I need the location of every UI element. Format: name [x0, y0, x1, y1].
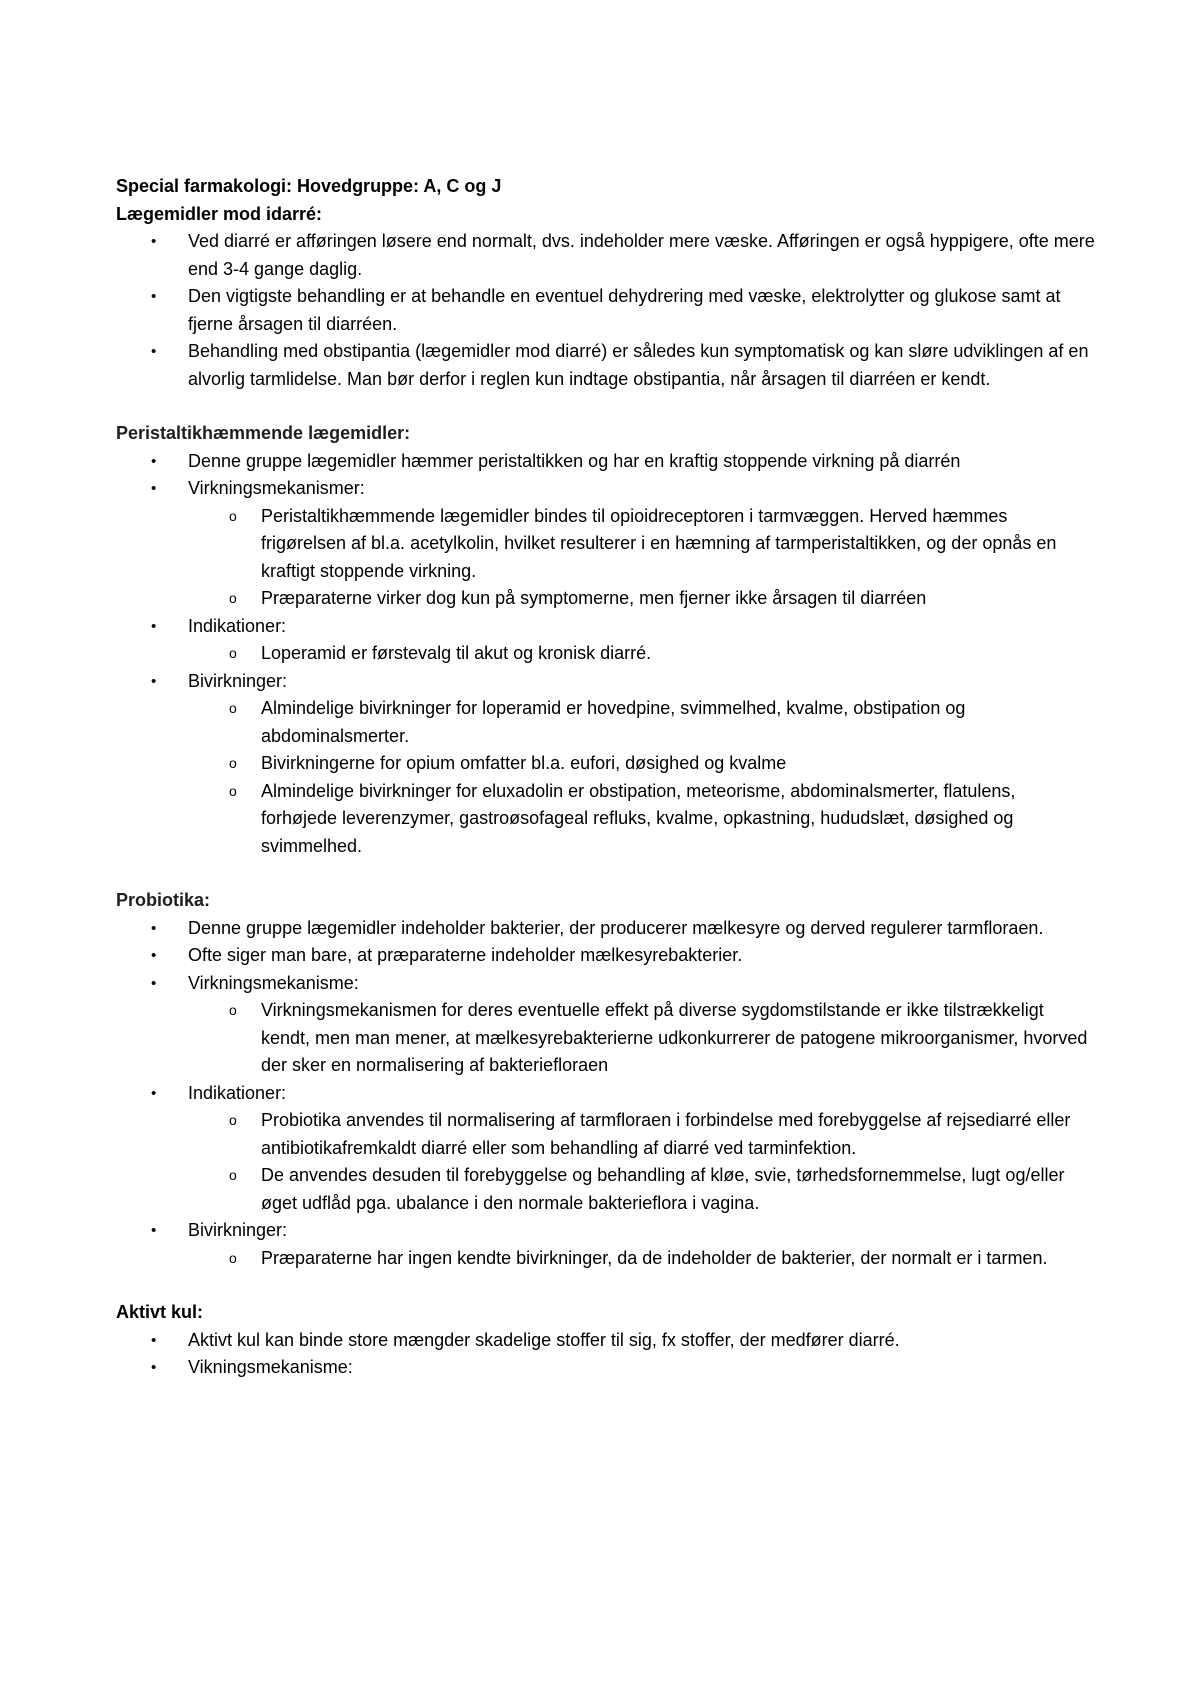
list-item-text: Virkningsmekanismer: [188, 478, 365, 498]
sub-list-item-text: Bivirkningerne for opium omfatter bl.a. eufori, døsighed og kvalme [261, 753, 787, 773]
sub-list-item [229, 778, 1096, 861]
list-item [151, 613, 1096, 668]
circle-bullet-icon: o [229, 1167, 237, 1183]
list-item-text: Aktivt kul kan binde store mængder skadelige stoffer til sig, fx stoffer, der medfører diarré. [188, 1329, 900, 1350]
document-page [116, 173, 1096, 1382]
sub-list-item [229, 503, 1096, 586]
diarre-list [116, 228, 1096, 393]
bullet-icon: • [151, 343, 157, 360]
circle-bullet-icon: o [229, 755, 237, 771]
list-item-text: Ved diarré er afføringen løsere end normalt, dvs. indeholder mere væske. Afføringen er også hyppigere, ofte mere end 3-4 gange daglig. [188, 231, 1095, 279]
bullet-icon: • [151, 1084, 157, 1102]
bullet-icon: • [151, 919, 157, 937]
bullet-icon: • [151, 480, 157, 497]
section-spacer [116, 1272, 1096, 1299]
list-item [151, 970, 1096, 1080]
circle-bullet-icon: o [229, 700, 237, 716]
list-item [151, 338, 1096, 393]
sub-list [188, 997, 1096, 1080]
list-item [151, 283, 1096, 338]
sub-list-item-text: Loperamid er førstevalg til akut og kronisk diarré. [261, 643, 652, 663]
circle-bullet-icon: o [229, 645, 237, 661]
list-item [151, 915, 1096, 943]
sub-list-item [229, 750, 1096, 778]
list-item [151, 668, 1096, 861]
list-item [151, 942, 1096, 970]
sub-list-item [229, 585, 1096, 613]
bullet-icon: • [151, 974, 157, 992]
sub-list [188, 1107, 1096, 1217]
bullet-icon: • [151, 947, 157, 964]
probiotika-list [116, 915, 1096, 1273]
sub-list [188, 695, 1096, 860]
peristaltik-list [116, 448, 1096, 861]
list-item [151, 448, 1096, 476]
sub-list-item [229, 1245, 1096, 1273]
list-item-text: Behandling med obstipantia (lægemidler mod diarré) er således kun symptomatisk og kan sløre udviklingen af en alvorlig tarmlidelse. Man bør derfor i reglen kun indtage obstipantia, når årsagen til diarréen er kendt. [188, 341, 1089, 389]
list-item-text: Den vigtigste behandling er at behandle en eventuel dehydrering med væske, elektrolytter og glukose samt at fjerne årsagen til diarréen. [188, 286, 1061, 334]
sub-list-item [229, 1107, 1096, 1162]
sub-list-item-text: Præparaterne virker dog kun på symptomerne, men fjerner ikke årsagen til diarréen [261, 588, 927, 608]
sub-list-item-text: Peristaltikhæmmende lægemidler bindes til opioidreceptoren i tarmvæggen. Herved hæmmes frigørelsen af bl.a. acetylkolin, hvilket resulterer i en hæmning af tarmperistaltikken, og der opnås en kraftigt stoppende virkning. [261, 505, 1057, 581]
sub-list-item-text: Virkningsmekanismen for deres eventuelle effekt på diverse sygdomstilstande er ikke tilstrækkeligt kendt, men man mener, at mælkesyrebakterierne udkonkurrerer de patogene mikroorganismer, hvorved der sker en normalisering af bakteriefloraen [261, 1000, 1088, 1075]
list-item-text: Ofte siger man bare, at præparaterne indeholder mælkesyrebakterier. [188, 945, 743, 965]
bullet-icon: • [151, 1331, 157, 1349]
sub-list [188, 503, 1096, 613]
list-item [151, 1327, 1096, 1355]
bullet-icon: • [151, 672, 157, 690]
list-item-text: Denne gruppe lægemidler indeholder bakterier, der producerer mælkesyre og derved regulerer tarmfloraen. [188, 917, 1044, 938]
list-item-text: Bivirkninger: [188, 670, 288, 691]
sub-list-item-text: Præparaterne har ingen kendte bivirkninger, da de indeholder de bakterier, der normalt er i tarmen. [261, 1247, 1048, 1268]
circle-bullet-icon: o [229, 782, 237, 799]
sub-list-item-text: Almindelige bivirkninger for loperamid er hovedpine, svimmelhed, kvalme, obstipation og abdominalsmerter. [261, 698, 966, 746]
list-item [151, 1080, 1096, 1218]
list-item-text: Indikationer: [188, 1082, 287, 1103]
list-item [151, 475, 1096, 613]
sub-list-item-text: Probiotika anvendes til normalisering af tarmfloraen i forbindelse med forebyggelse af rejsediarré eller antibiotikafremkaldt diarré eller som behandling af diarré ved tarminfektion. [261, 1110, 1071, 1158]
circle-bullet-icon: o [229, 507, 237, 524]
sub-list-item-text: De anvendes desuden til forebyggelse og behandling af kløe, svie, tørhedsfornemmelse, lugt og/eller øget udflåd pga. ubalance i den normale bakterieflora i vagina. [261, 1165, 1065, 1213]
bullet-icon: • [151, 1222, 157, 1239]
circle-bullet-icon: o [229, 1002, 237, 1018]
section-heading-aktivt-kul: Aktivt kul: [116, 1302, 204, 1322]
bullet-icon: • [151, 288, 157, 305]
list-item [151, 1354, 1096, 1382]
bullet-icon: • [151, 233, 157, 250]
sub-list-item [229, 640, 1096, 668]
list-item-text: Bivirkninger: [188, 1220, 288, 1240]
bullet-icon: • [151, 617, 157, 635]
sub-list [188, 640, 1096, 668]
document-title: Special farmakologi: Hovedgruppe: A, C og J [116, 176, 502, 196]
sub-list-item [229, 997, 1096, 1080]
section-spacer [116, 860, 1096, 887]
sub-list-item [229, 1162, 1096, 1217]
circle-bullet-icon: o [229, 590, 237, 606]
list-item-text: Denne gruppe lægemidler hæmmer peristaltikken og har en kraftig stoppende virkning på diarrén [188, 450, 961, 471]
list-item [151, 228, 1096, 283]
list-item [151, 1217, 1096, 1272]
circle-bullet-icon: o [229, 1112, 237, 1128]
section-heading-diarre: Lægemidler mod idarré: [116, 203, 323, 224]
sub-list [188, 1245, 1096, 1273]
bullet-icon: • [151, 452, 157, 470]
list-item-text: Virkningsmekanisme: [188, 972, 359, 993]
list-item-text: Vikningsmekanisme: [188, 1357, 353, 1377]
section-heading-probiotika: Probiotika: [116, 890, 211, 910]
section-spacer [116, 393, 1096, 420]
circle-bullet-icon: o [229, 1249, 237, 1266]
bullet-icon: • [151, 1359, 157, 1376]
section-heading-peristaltik: Peristaltikhæmmende lægemidler: [116, 423, 411, 443]
list-item-text: Indikationer: [188, 615, 287, 636]
aktivt-kul-list [116, 1327, 1096, 1382]
sub-list-item [229, 695, 1096, 750]
sub-list-item-text: Almindelige bivirkninger for eluxadolin er obstipation, meteorisme, abdominalsmerter, flatulens, forhøjede leverenzymer, gastroøsofageal refluks, kvalme, opkastning, hududslæt, døsighed og svimmelhed. [261, 780, 1016, 856]
